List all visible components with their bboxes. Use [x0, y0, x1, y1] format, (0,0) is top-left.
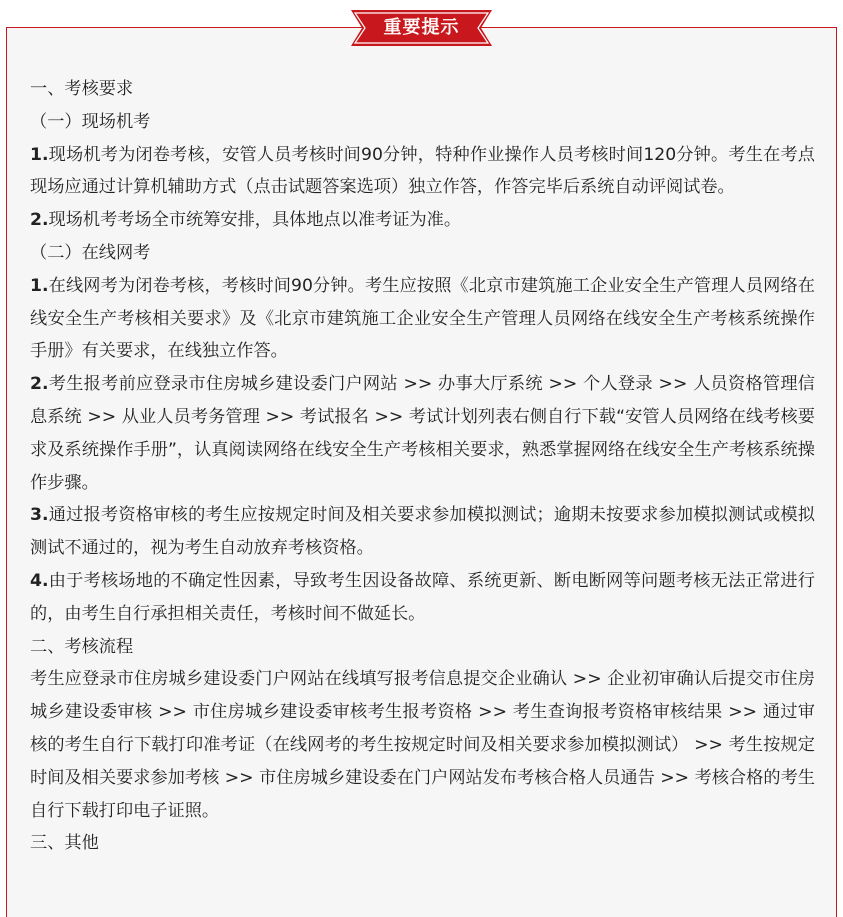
item-number: 2.	[30, 210, 49, 231]
item-number: 3.	[30, 505, 49, 526]
item-number: 1.	[30, 144, 49, 165]
online-item-3	[30, 499, 815, 565]
online-item-4	[30, 565, 815, 631]
item-text: 在线网考为闭卷考核，考核时间90分钟。考生应按照《北京市建筑施工企业安全生产管理人员网络在线安全生产考核相关要求》及《北京市建筑施工企业安全生产管理人员网络在线安全生产考核系统操作手册》有关要求，在线独立作答。	[30, 275, 815, 362]
item-text: 由于考核场地的不确定性因素，导致考生因设备故障、系统更新、断电断网等问题考核无法正常进行的，由考生自行承担相关责任，考核时间不做延长。	[30, 570, 815, 624]
section-heading-other: 三、其他	[30, 833, 99, 854]
item-text: 考生报考前应登录市住房城乡建设委门户网站 >> 办事大厅系统 >> 个人登录 >> 人员资格管理信息系统 >> 从业人员考务管理 >> 考试报名 >> 考试计划列表右侧自行下载“安管人员网络在线考核要求及系统操作手册”，认真阅读网络在线安全生产考核相关要求，熟悉掌握网络在线安全生产考核系统操作步骤。	[30, 374, 815, 493]
subheading-online-exam: （二）在线网考	[30, 242, 151, 263]
banner-title: 重要提示	[383, 17, 460, 38]
item-number: 1.	[30, 275, 49, 296]
item-number: 4.	[30, 570, 49, 591]
onsite-item-1	[30, 139, 815, 205]
online-item-2	[30, 368, 815, 499]
notice-content	[30, 73, 815, 860]
subheading-onsite-exam: （一）现场机考	[30, 111, 151, 132]
onsite-item-2	[30, 204, 815, 237]
item-text: 通过报考资格审核的考生应按规定时间及相关要求参加模拟测试；逾期未按要求参加模拟测试或模拟测试不通过的，视为考生自动放弃考核资格。	[30, 505, 815, 559]
banner-wrap	[0, 10, 843, 46]
item-text: 现场机考考场全市统筹安排，具体地点以准考证为准。	[48, 210, 462, 231]
process-paragraph: 考生应登录市住房城乡建设委门户网站在线填写报考信息提交企业确认 >> 企业初审确认后提交市住房城乡建设委审核 >> 市住房城乡建设委审核考生报考资格 >> 考生查询报考资格审核结果 >> 通过审核的考生自行下载打印准考证（在线网考的考生按规定时间及相关要求参加模拟测试） >> 考生按规定时间及相关要求参加考核 >> 市住房城乡建设委在门户网站发布考核合格人员通告 >> 考核合格的考生自行下载打印电子证照。	[30, 669, 815, 821]
item-number: 2.	[30, 374, 49, 395]
online-item-1	[30, 270, 815, 368]
section-heading-process: 二、考核流程	[30, 636, 134, 657]
section-heading-requirements: 一、考核要求	[30, 79, 134, 99]
item-text: 现场机考为闭卷考核，安管人员考核时间90分钟，特种作业操作人员考核时间120分钟。考生在考点现场应通过计算机辅助方式（点击试题答案选项）独立作答，作答完毕后系统自动评阅试卷。	[30, 144, 815, 198]
notice-banner	[351, 10, 492, 46]
